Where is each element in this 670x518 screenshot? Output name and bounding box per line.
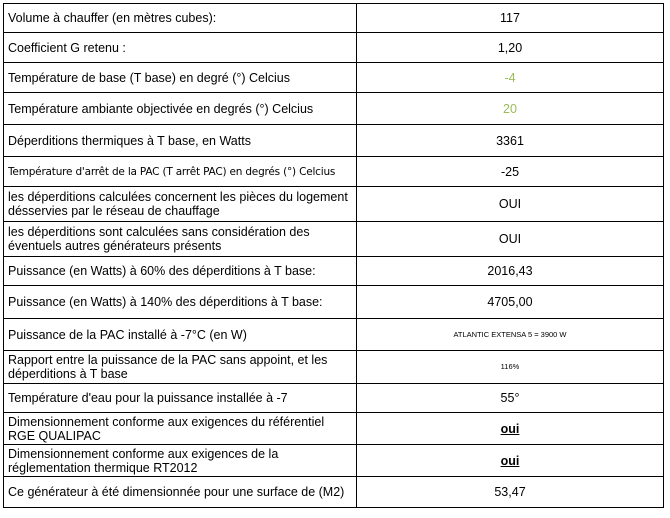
table-row xyxy=(4,187,664,222)
table-row xyxy=(4,222,664,257)
row-value-power-140: 4705,00 xyxy=(357,286,664,319)
row-value-water-temperature: 55° xyxy=(357,384,664,413)
row-value-qualipac: oui xyxy=(357,413,664,445)
table-row xyxy=(4,33,664,63)
row-value-served-rooms: OUI xyxy=(357,187,664,222)
row-label-power-60: Puissance (en Watts) à 60% des déperditions à T base: xyxy=(4,257,357,286)
row-value-surface: 53,47 xyxy=(357,477,664,508)
row-value-coefficient-g: 1,20 xyxy=(357,33,664,63)
table-row xyxy=(4,63,664,93)
row-label-water-temperature: Température d'eau pour la puissance installée à -7 xyxy=(4,384,357,413)
table-row xyxy=(4,286,664,319)
row-label-rt2012: Dimensionnement conforme aux exigences de la réglementation thermique RT2012 xyxy=(4,445,357,477)
row-label-power-ratio: Rapport entre la puissance de la PAC sans appoint, et les déperditions à T base xyxy=(4,351,357,384)
row-label-base-temperature: Température de base (T base) en degré (°) Celcius xyxy=(4,63,357,93)
table-row xyxy=(4,413,664,445)
row-value-ambient-temperature: 20 xyxy=(357,93,664,125)
row-value-rt2012: oui xyxy=(357,445,664,477)
row-label-ambient-temperature: Température ambiante objectivée en degrés (°) Celcius xyxy=(4,93,357,125)
table-row xyxy=(4,257,664,286)
table-row xyxy=(4,125,664,157)
table-row xyxy=(4,445,664,477)
row-value-pac-power: ATLANTIC EXTENSA 5 = 3900 W xyxy=(357,319,664,351)
row-value-other-generators: OUI xyxy=(357,222,664,257)
row-value-base-temperature: -4 xyxy=(357,63,664,93)
row-label-other-generators: les déperditions sont calculées sans considération des éventuels autres générateurs présents xyxy=(4,222,357,257)
row-value-stop-temperature: -25 xyxy=(357,157,664,187)
row-value-volume: 117 xyxy=(357,4,664,33)
row-label-stop-temperature: Température d'arrêt de la PAC (T arrêt PAC) en degrés (°) Celcius xyxy=(4,157,357,187)
table-row xyxy=(4,319,664,351)
row-label-coefficient-g: Coefficient G retenu : xyxy=(4,33,357,63)
row-label-served-rooms: les déperditions calculées concernent les pièces du logement désservies par le réseau de chauffage xyxy=(4,187,357,222)
table-row xyxy=(4,4,664,33)
row-label-pac-power: Puissance de la PAC installé à -7°C (en W) xyxy=(4,319,357,351)
table-row xyxy=(4,351,664,384)
table-row xyxy=(4,157,664,187)
row-label-power-140: Puissance (en Watts) à 140% des déperditions à T base: xyxy=(4,286,357,319)
row-label-volume: Volume à chauffer (en mètres cubes): xyxy=(4,4,357,33)
table-row xyxy=(4,477,664,508)
row-value-heat-loss: 3361 xyxy=(357,125,664,157)
row-value-power-60: 2016,43 xyxy=(357,257,664,286)
sizing-sheet xyxy=(3,3,664,508)
row-label-qualipac: Dimensionnement conforme aux exigences du référentiel RGE QUALIPAC xyxy=(4,413,357,445)
row-label-heat-loss: Déperditions thermiques à T base, en Watts xyxy=(4,125,357,157)
row-label-surface: Ce générateur à été dimensionnée pour une surface de (M2) xyxy=(4,477,357,508)
table-row xyxy=(4,93,664,125)
sizing-table xyxy=(3,3,664,508)
row-value-power-ratio: 116% xyxy=(357,351,664,384)
table-row xyxy=(4,384,664,413)
